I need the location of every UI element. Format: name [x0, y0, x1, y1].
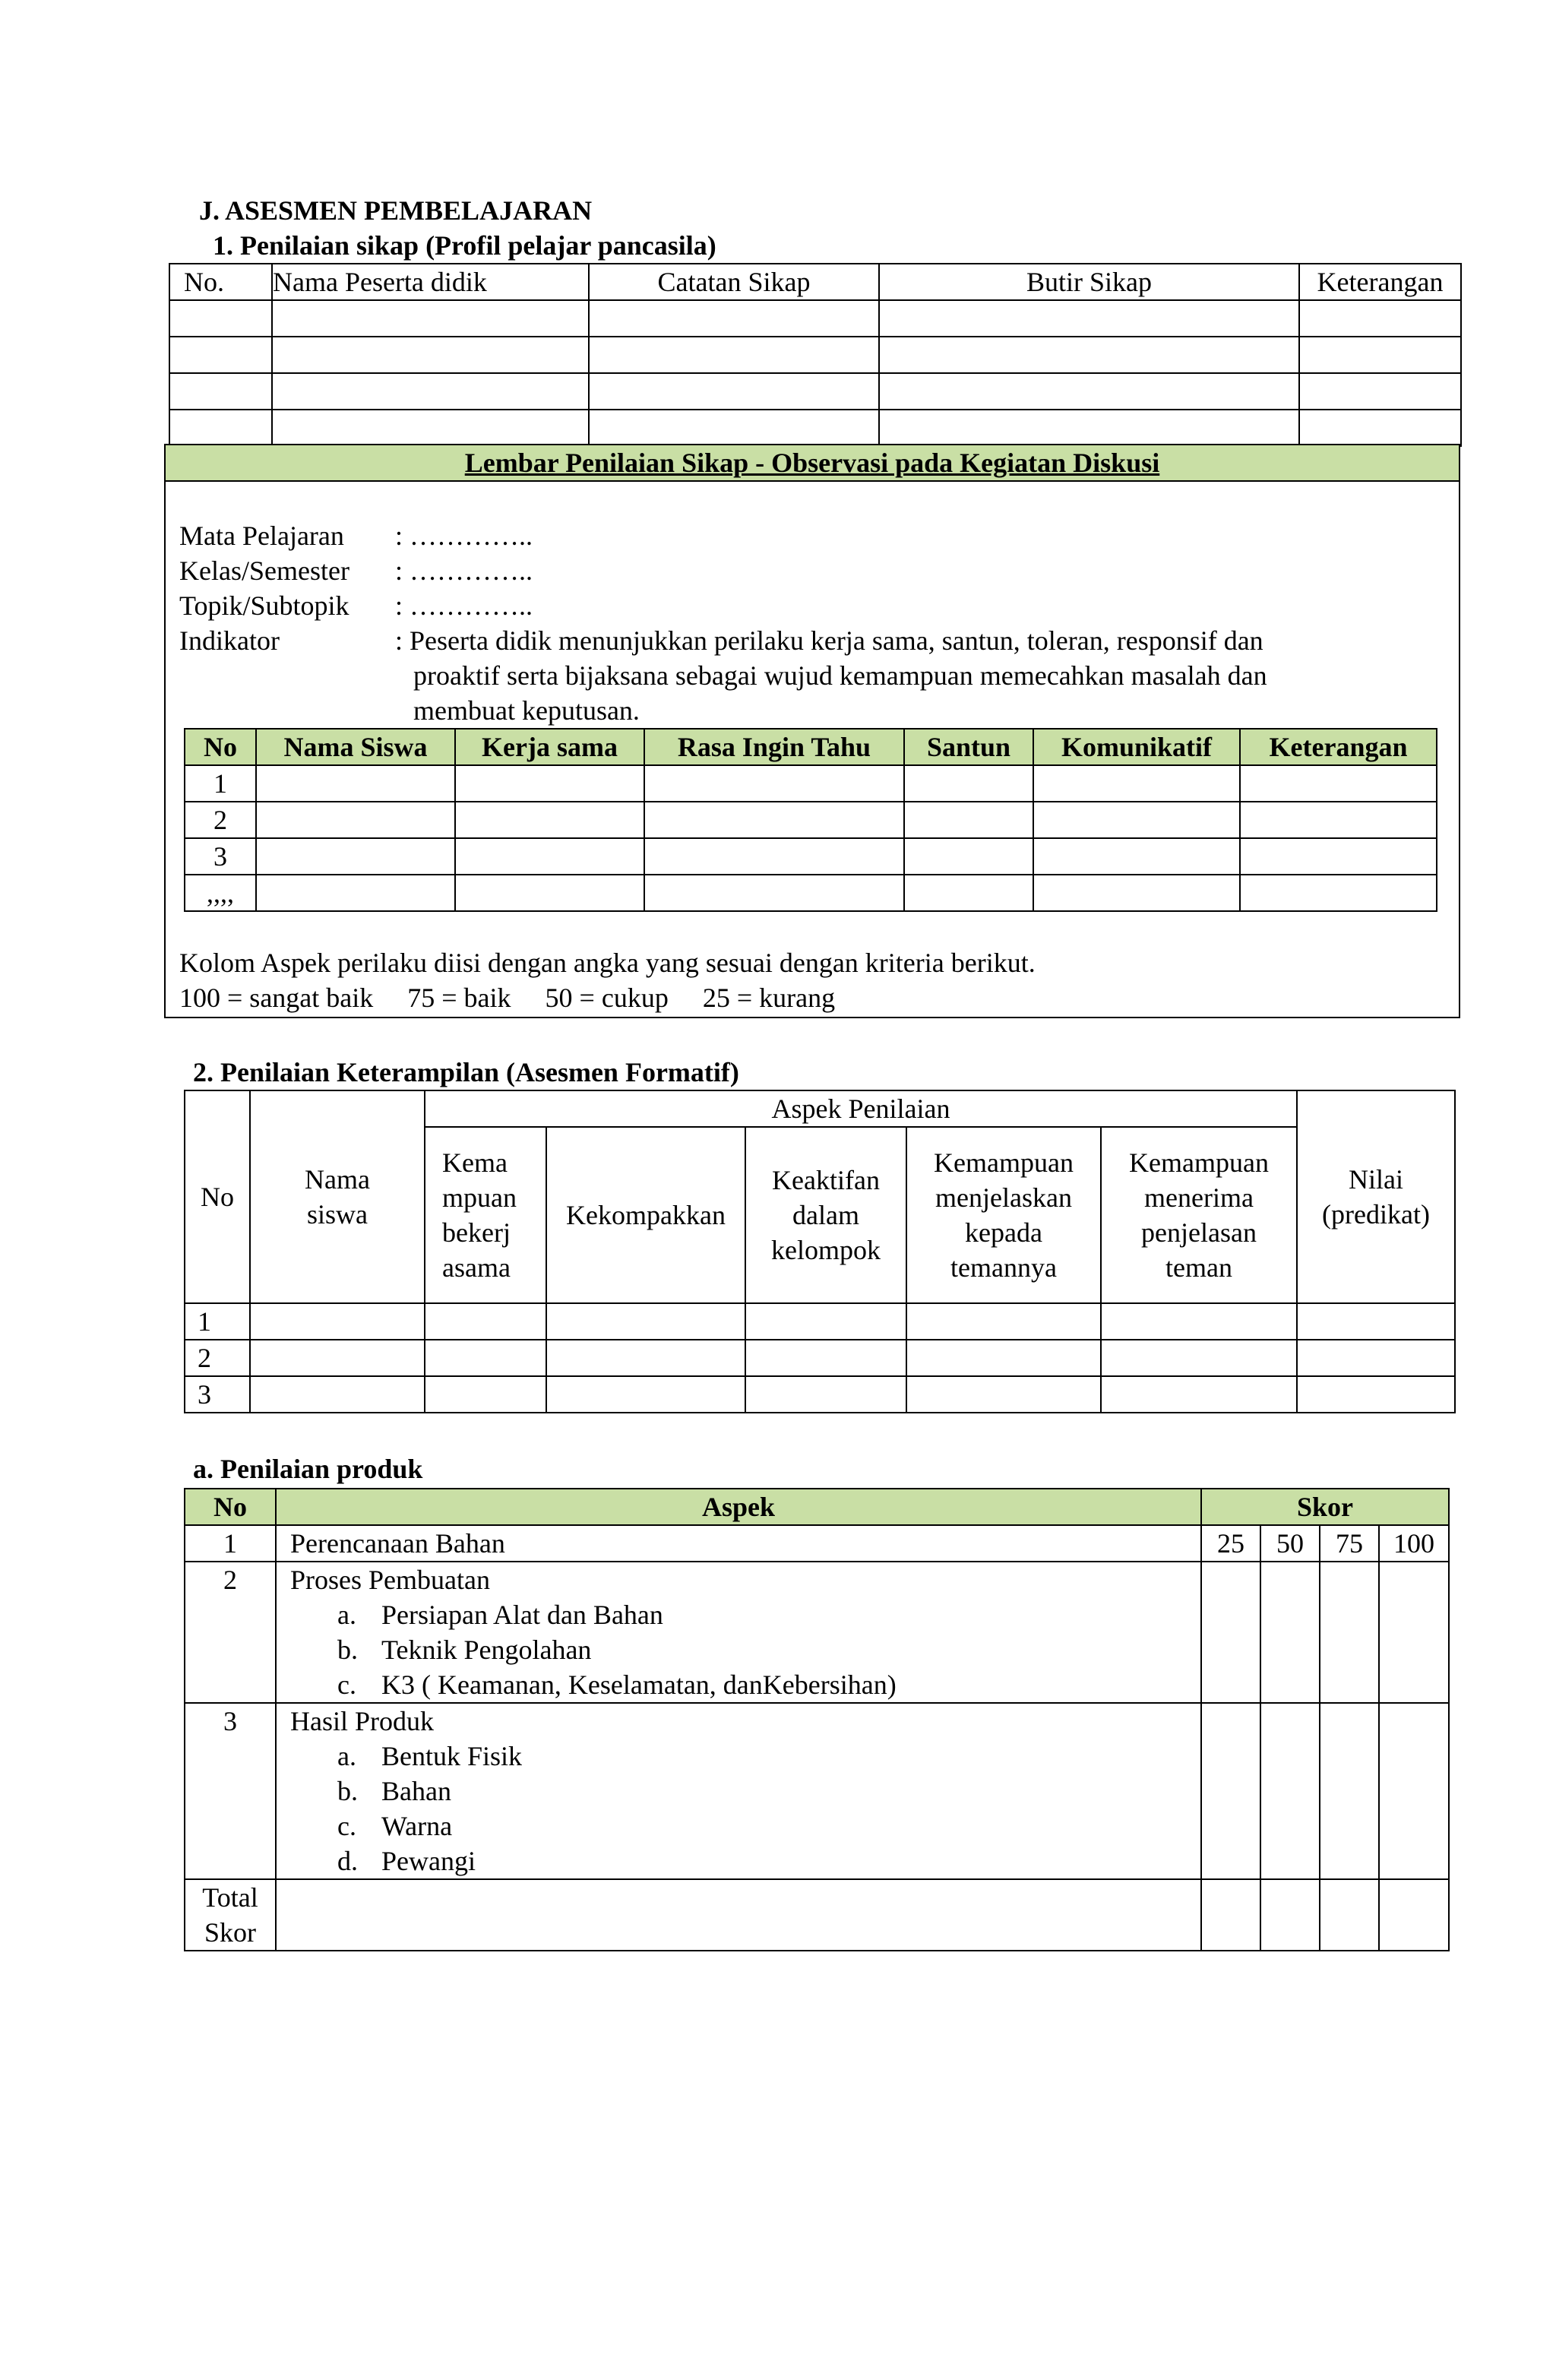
field-value: : …………..	[395, 590, 533, 621]
score-value: 75	[1320, 1525, 1379, 1562]
skills-table	[184, 1090, 1456, 1413]
header-aspek: Aspek	[276, 1489, 1201, 1525]
header-skor: Skor	[1201, 1489, 1449, 1525]
table-row	[169, 410, 1461, 446]
row-number: 1	[185, 765, 256, 802]
header-keterangan: Keterangan	[1240, 729, 1437, 765]
header-no: No	[185, 1090, 250, 1303]
field-value: : Peserta didik menunjukkan perilaku kerja sama, santun, toleran, responsif dan	[395, 625, 1263, 656]
field-label: Indikator	[179, 625, 280, 656]
score-value: 50	[1260, 1525, 1320, 1562]
row-number: 2	[185, 1562, 276, 1703]
table-header-row	[185, 729, 1437, 765]
indikator-line: proaktif serta bijaksana sebagai wujud kemampuan memecahkan masalah dan	[413, 660, 1267, 691]
total-label: Total Skor	[185, 1879, 276, 1951]
criteria-scale: 100 = sangat baik 75 = baik 50 = cukup 25 = kurang	[179, 983, 836, 1013]
row-number: 1	[185, 1303, 250, 1340]
list-item: b. Bahan	[337, 1776, 451, 1806]
header-nama: Nama Peserta didik	[272, 264, 589, 300]
list-item: b. Teknik Pengolahan	[337, 1635, 592, 1665]
table-row	[185, 1340, 1455, 1376]
row-number: ,,,,	[185, 875, 256, 911]
aspek-cell	[276, 1703, 1201, 1879]
aspek-label: Perencanaan Bahan	[276, 1525, 1201, 1562]
header-rasa-ingin-tahu: Rasa Ingin Tahu	[644, 729, 904, 765]
table-row	[169, 373, 1461, 410]
row-number: 1	[185, 1525, 276, 1562]
field-label: Topik/Subtopik	[179, 590, 349, 621]
table-header-row	[169, 264, 1461, 300]
header-kemampuan-bekerjasama: Kema mpuan bekerj asama	[425, 1127, 546, 1303]
table-row	[185, 1376, 1455, 1413]
table-row	[169, 300, 1461, 337]
header-kemampuan-menerima: Kemampuan menerima penjelasan teman	[1101, 1127, 1297, 1303]
header-aspek-penilaian: Aspek Penilaian	[425, 1090, 1297, 1127]
header-nama-siswa: Nama Siswa	[256, 729, 455, 765]
field-label: Mata Pelajaran	[179, 521, 344, 551]
header-kemampuan-menjelaskan: Kemampuan menjelaskan kepada temannya	[906, 1127, 1101, 1303]
table-row	[185, 875, 1437, 911]
attitude-table	[169, 263, 1462, 447]
row-number: 2	[185, 802, 256, 838]
table-row	[185, 1703, 1449, 1879]
list-item: c. K3 ( Keamanan, Keselamatan, danKebersihan)	[337, 1669, 897, 1700]
header-kerja-sama: Kerja sama	[455, 729, 644, 765]
field-value: : …………..	[395, 555, 533, 586]
table-row	[185, 1525, 1449, 1562]
header-no: No	[185, 729, 256, 765]
total-row	[185, 1879, 1449, 1951]
table-header-row	[185, 1090, 1455, 1127]
header-santun: Santun	[904, 729, 1033, 765]
aspek-label: Hasil Produk	[290, 1706, 434, 1736]
header-komunikatif: Komunikatif	[1033, 729, 1240, 765]
field-value: : …………..	[395, 521, 533, 551]
row-number: 3	[185, 838, 256, 875]
table-row	[185, 1562, 1449, 1703]
list-item: a. Bentuk Fisik	[337, 1741, 523, 1771]
list-item: c. Warna	[337, 1811, 453, 1841]
table-row	[185, 838, 1437, 875]
aspek-label: Proses Pembuatan	[290, 1565, 490, 1595]
aspek-cell	[276, 1562, 1201, 1703]
table-row	[169, 337, 1461, 373]
indikator-line: membuat keputusan.	[413, 695, 640, 726]
header-keterangan: Keterangan	[1299, 264, 1461, 300]
table-header-row	[185, 1489, 1449, 1525]
criteria-note: Kolom Aspek perilaku diisi dengan angka yang sesuai dengan kriteria berikut.	[179, 948, 1036, 978]
header-no: No	[185, 1489, 276, 1525]
list-item: d. Pewangi	[337, 1846, 476, 1876]
header-kekompakkan: Kekompakkan	[546, 1127, 745, 1303]
subsection-title-keterampilan: 2. Penilaian Keterampilan (Asesmen Formatif)	[193, 1057, 739, 1087]
row-number: 3	[185, 1376, 250, 1413]
header-nama-siswa: Nama siswa	[250, 1090, 425, 1303]
header-butir: Butir Sikap	[879, 264, 1299, 300]
score-value: 100	[1379, 1525, 1449, 1562]
header-no: No.	[169, 264, 272, 300]
list-item: a. Persiapan Alat dan Bahan	[337, 1600, 663, 1630]
header-keaktifan: Keaktifan dalam kelompok	[745, 1127, 906, 1303]
table-row	[185, 1303, 1455, 1340]
field-label: Kelas/Semester	[179, 555, 349, 586]
score-value: 25	[1201, 1525, 1260, 1562]
section-title: J. ASESMEN PEMBELAJARAN	[199, 195, 593, 226]
subsection-title-produk: a. Penilaian produk	[193, 1454, 423, 1484]
header-nilai: Nilai (predikat)	[1297, 1090, 1455, 1303]
header-catatan: Catatan Sikap	[589, 264, 879, 300]
table-row	[185, 802, 1437, 838]
observation-table	[184, 728, 1437, 912]
row-number: 2	[185, 1340, 250, 1376]
observation-title: Lembar Penilaian Sikap - Observasi pada Kegiatan Diskusi	[166, 445, 1459, 482]
row-number: 3	[185, 1703, 276, 1879]
subsection-title-sikap: 1. Penilaian sikap (Profil pelajar pancasila)	[213, 230, 716, 261]
observation-box	[164, 444, 1460, 1018]
product-table	[184, 1488, 1450, 1951]
table-row	[185, 765, 1437, 802]
